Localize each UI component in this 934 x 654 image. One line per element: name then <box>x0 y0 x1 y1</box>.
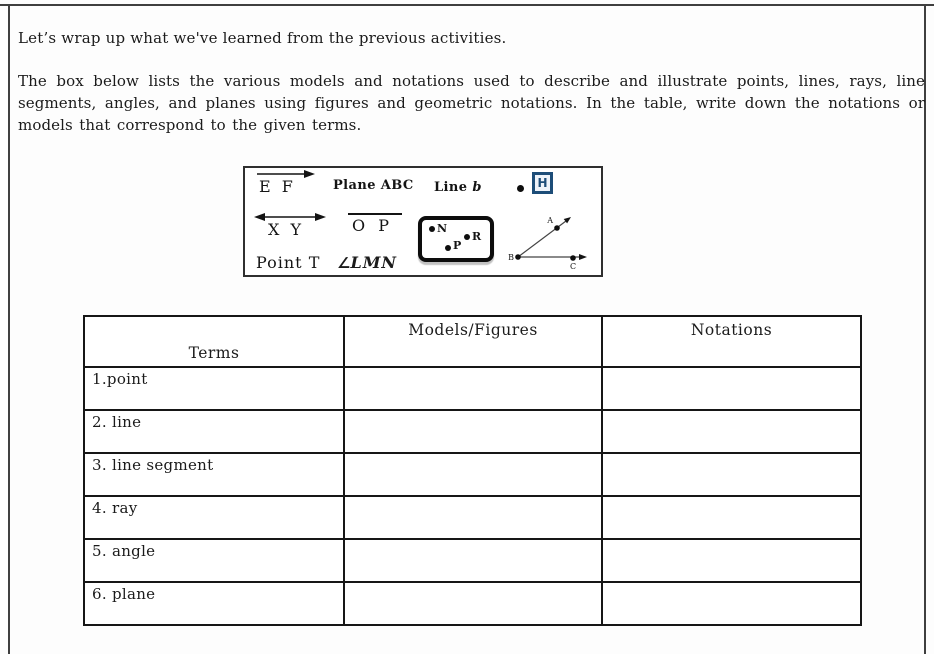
angle-lmn-notation <box>337 253 397 272</box>
point-h-dot <box>517 185 524 192</box>
term-cell: 2. line <box>84 410 344 453</box>
point-n-label: N <box>437 222 448 235</box>
line-xy-notation <box>253 212 327 239</box>
angle-vertex-b-label: B <box>508 253 514 262</box>
col-header-terms: Terms <box>84 316 344 367</box>
angle-lmn-letters: LMN <box>350 253 398 272</box>
angle-symbol: ∠ <box>337 254 351 272</box>
notations-answer-cell[interactable] <box>602 539 861 582</box>
page-border-top <box>0 4 934 6</box>
term-cell: 5. angle <box>84 539 344 582</box>
table-row-line-segment <box>84 453 861 496</box>
intro-text: Let’s wrap up what we've learned from the previous activities. <box>18 29 507 47</box>
term-cell: 4. ray <box>84 496 344 539</box>
instructions-text: The box below lists the various models and notations used to describe and illustrate points, lines, rays, line segments, angles, and planes using figures and geometric notations. In the table, write down the notations or models that correspond to the given terms. <box>18 72 925 134</box>
point-p-label: P <box>453 239 462 252</box>
line-b-variable: b <box>472 180 482 195</box>
models-answer-cell[interactable] <box>344 582 602 625</box>
page-border-left <box>8 4 10 654</box>
line-b-word: Line <box>434 180 468 195</box>
segment-op-notation <box>348 213 402 235</box>
notations-answer-cell[interactable] <box>602 496 861 539</box>
point-h-icon: H <box>532 172 553 194</box>
notations-answer-cell[interactable] <box>602 582 861 625</box>
table-header-row <box>84 316 861 367</box>
ray-ef-label: E F <box>259 177 296 196</box>
table-row-point <box>84 367 861 410</box>
table-row-line <box>84 410 861 453</box>
point-n-dot <box>429 226 435 232</box>
notations-answer-cell[interactable] <box>602 367 861 410</box>
segment-op-label: O P <box>352 216 393 235</box>
segment-overline <box>348 213 402 215</box>
table-row-ray <box>84 496 861 539</box>
ray-ef-notation <box>256 169 316 196</box>
point-t-label: Point T <box>256 253 321 272</box>
models-answer-cell[interactable] <box>344 496 602 539</box>
table-row-plane <box>84 582 861 625</box>
term-cell: 6. plane <box>84 582 344 625</box>
line-xy-label: X Y <box>268 220 305 239</box>
models-answer-cell[interactable] <box>344 539 602 582</box>
answer-table <box>83 315 862 626</box>
models-answer-cell[interactable] <box>344 367 602 410</box>
angle-point-a-label: A <box>547 216 553 225</box>
col-header-notations: Notations <box>602 316 861 367</box>
plane-model-figure <box>418 216 494 262</box>
point-r-label: R <box>472 230 482 243</box>
point-p-dot <box>445 245 451 251</box>
notation-models-box <box>243 166 603 277</box>
notations-answer-cell[interactable] <box>602 410 861 453</box>
angle-point-c-label: C <box>569 262 577 271</box>
models-answer-cell[interactable] <box>344 453 602 496</box>
table-row-angle <box>84 539 861 582</box>
col-header-models: Models/Figures <box>344 316 602 367</box>
plane-abc-label: Plane ABC <box>333 178 414 193</box>
term-cell: 3. line segment <box>84 453 344 496</box>
line-b-label <box>434 180 482 195</box>
models-answer-cell[interactable] <box>344 410 602 453</box>
term-cell: 1.point <box>84 367 344 410</box>
point-r-dot <box>464 234 470 240</box>
angle-abc-figure <box>505 210 595 272</box>
notations-answer-cell[interactable] <box>602 453 861 496</box>
